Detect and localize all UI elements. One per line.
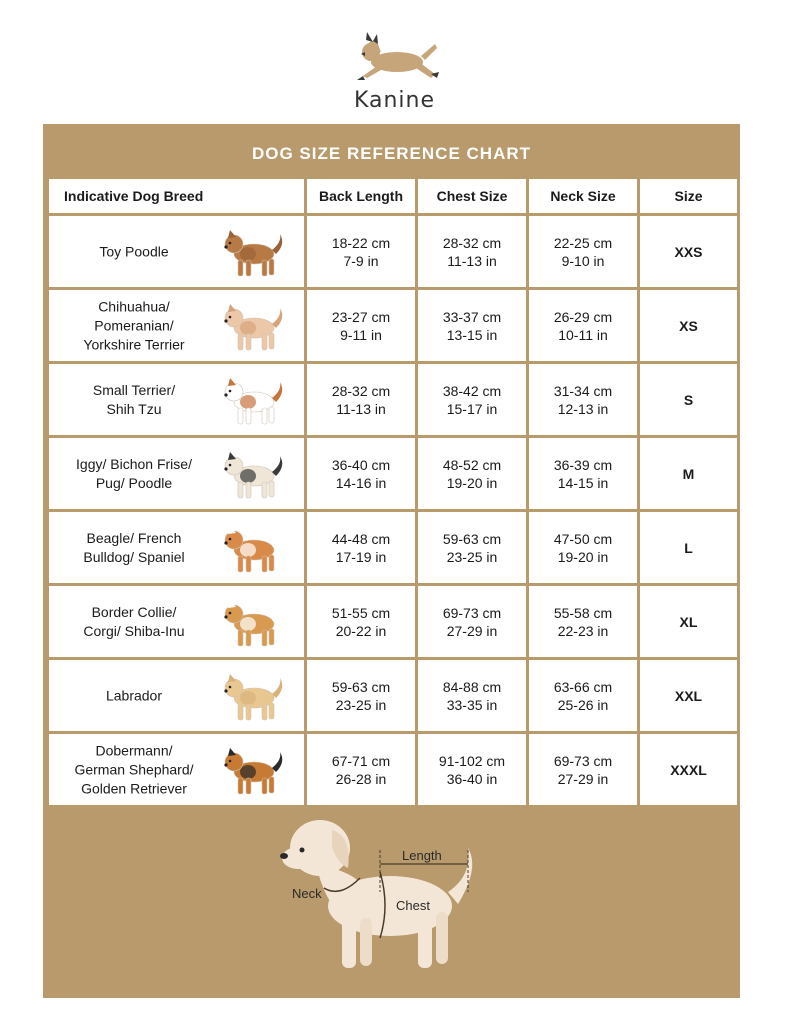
table-row	[49, 216, 737, 287]
neck-size-cell	[529, 586, 637, 657]
table-row	[49, 290, 737, 361]
chest-size-cm: 48-52 cm	[442, 456, 502, 473]
back-length-in: 14-16 in	[335, 474, 387, 491]
size-label: XL	[640, 586, 737, 657]
header-back-length: Back Length	[307, 179, 415, 213]
neck-size-cm: 22-25 cm	[553, 234, 613, 251]
table-row	[49, 660, 737, 731]
back-length-in: 26-28 in	[335, 770, 387, 787]
neck-size-in: 9-10 in	[561, 252, 605, 269]
neck-size-cell	[529, 364, 637, 435]
chest-size-in: 36-40 in	[446, 770, 498, 787]
back-length-cell	[307, 290, 415, 361]
size-label: M	[640, 438, 737, 509]
header-chest-size: Chest Size	[418, 179, 526, 213]
brand-name: Kanine	[353, 88, 436, 113]
neck-size-cell	[529, 290, 637, 361]
back-length-cm: 44-48 cm	[331, 530, 391, 547]
chest-size-cell	[418, 290, 526, 361]
breed-name: Beagle/ French Bulldog/ Spaniel	[83, 529, 185, 565]
neck-size-in: 27-29 in	[557, 770, 609, 787]
breed-name: Dobermann/ German Shephard/ Golden Retriever	[74, 742, 194, 796]
breed-cell	[49, 364, 304, 435]
size-label: L	[640, 512, 737, 583]
chest-size-cell	[418, 364, 526, 435]
table-row	[49, 364, 737, 435]
chest-size-cell	[418, 734, 526, 805]
chest-size-cell	[418, 586, 526, 657]
back-length-cell	[307, 438, 415, 509]
neck-size-cell	[529, 216, 637, 287]
breed-cell	[49, 660, 304, 731]
back-length-cm: 67-71 cm	[331, 752, 391, 769]
chest-size-cell	[418, 512, 526, 583]
neck-size-cm: 36-39 cm	[553, 456, 613, 473]
pomeranian-icon	[218, 298, 288, 354]
table-row	[49, 734, 737, 805]
chest-size-in: 19-20 in	[446, 474, 498, 491]
size-chart	[43, 124, 740, 998]
header-neck-size: Neck Size	[529, 179, 637, 213]
breed-cell	[49, 734, 304, 805]
back-length-cm: 23-27 cm	[331, 308, 391, 325]
breed-name: Toy Poodle	[99, 243, 169, 259]
neck-size-cell	[529, 438, 637, 509]
neck-size-in: 12-13 in	[557, 400, 609, 417]
neck-size-cell	[529, 660, 637, 731]
chest-size-cm: 59-63 cm	[442, 530, 502, 547]
table-row	[49, 512, 737, 583]
labrador-icon	[218, 668, 288, 724]
header-breed: Indicative Dog Breed	[49, 179, 304, 213]
back-length-cell	[307, 512, 415, 583]
back-length-in: 11-13 in	[336, 400, 386, 417]
chest-size-in: 27-29 in	[446, 622, 498, 639]
chest-size-cm: 33-37 cm	[442, 308, 502, 325]
breed-cell	[49, 586, 304, 657]
back-length-cm: 28-32 cm	[331, 382, 391, 399]
toy-poodle-icon	[218, 224, 288, 280]
neck-size-in: 10-11 in	[558, 326, 608, 343]
running-dog-logo-icon	[347, 28, 443, 88]
neck-size-cm: 55-58 cm	[553, 604, 613, 621]
breed-name: Border Collie/ Corgi/ Shiba-Inu	[83, 603, 185, 639]
chest-size-cell	[418, 216, 526, 287]
back-length-in: 23-25 in	[335, 696, 387, 713]
chest-size-cm: 38-42 cm	[442, 382, 502, 399]
table-row	[49, 438, 737, 509]
breed-name: Labrador	[105, 687, 163, 703]
shiba-dog-icon	[218, 520, 288, 576]
neck-size-cm: 47-50 cm	[553, 530, 613, 547]
neck-label: Neck	[292, 886, 322, 901]
breed-name: Small Terrier/ Shih Tzu	[92, 381, 176, 417]
breed-cell	[49, 438, 304, 509]
chest-size-cm: 91-102 cm	[438, 752, 506, 769]
breed-cell	[49, 290, 304, 361]
neck-size-cm: 63-66 cm	[553, 678, 613, 695]
size-table	[46, 176, 740, 808]
table-row	[49, 586, 737, 657]
chest-size-cm: 69-73 cm	[442, 604, 502, 621]
chest-label: Chest	[396, 898, 430, 913]
neck-size-cm: 26-29 cm	[553, 308, 613, 325]
back-length-cell	[307, 660, 415, 731]
back-length-cm: 51-55 cm	[331, 604, 391, 621]
pug-icon	[218, 446, 288, 502]
chest-size-in: 11-13 in	[447, 252, 497, 269]
back-length-in: 7-9 in	[343, 252, 379, 269]
back-length-cm: 36-40 cm	[331, 456, 391, 473]
size-label: XXXL	[640, 734, 737, 805]
breed-name: Iggy/ Bichon Frise/ Pug/ Poodle	[76, 455, 192, 491]
chest-size-cell	[418, 660, 526, 731]
size-label: S	[640, 364, 737, 435]
neck-size-in: 14-15 in	[557, 474, 609, 491]
dog-measurement-diagram-icon	[240, 806, 500, 986]
back-length-cell	[307, 734, 415, 805]
back-length-cell	[307, 216, 415, 287]
small-terrier-icon	[218, 372, 288, 428]
back-length-cell	[307, 586, 415, 657]
german-shepherd-icon	[218, 742, 288, 798]
neck-size-in: 22-23 in	[557, 622, 609, 639]
chest-size-in: 15-17 in	[446, 400, 498, 417]
breed-name: Chihuahua/ Pomeranian/ Yorkshire Terrier	[83, 298, 185, 352]
chest-size-cell	[418, 438, 526, 509]
length-label: Length	[402, 848, 442, 863]
back-length-cell	[307, 364, 415, 435]
neck-size-cm: 69-73 cm	[553, 752, 613, 769]
size-label: XXS	[640, 216, 737, 287]
back-length-cm: 59-63 cm	[331, 678, 391, 695]
table-header-row	[49, 179, 737, 213]
size-label: XXL	[640, 660, 737, 731]
chest-size-cm: 28-32 cm	[442, 234, 502, 251]
chest-size-cm: 84-88 cm	[442, 678, 502, 695]
neck-size-cm: 31-34 cm	[553, 382, 613, 399]
breed-cell	[49, 216, 304, 287]
neck-size-cell	[529, 734, 637, 805]
neck-size-cell	[529, 512, 637, 583]
neck-size-in: 19-20 in	[557, 548, 609, 565]
back-length-in: 9-11 in	[340, 326, 382, 343]
chest-size-in: 13-15 in	[446, 326, 498, 343]
corgi-icon	[218, 594, 288, 650]
back-length-cm: 18-22 cm	[331, 234, 391, 251]
brand-header	[0, 28, 789, 113]
back-length-in: 17-19 in	[335, 548, 387, 565]
chest-size-in: 33-35 in	[446, 696, 498, 713]
back-length-in: 20-22 in	[335, 622, 387, 639]
breed-cell	[49, 512, 304, 583]
chest-size-in: 23-25 in	[446, 548, 498, 565]
neck-size-in: 25-26 in	[557, 696, 609, 713]
header-size: Size	[640, 179, 737, 213]
chart-title: DOG SIZE REFERENCE CHART	[251, 144, 532, 163]
size-label: XS	[640, 290, 737, 361]
